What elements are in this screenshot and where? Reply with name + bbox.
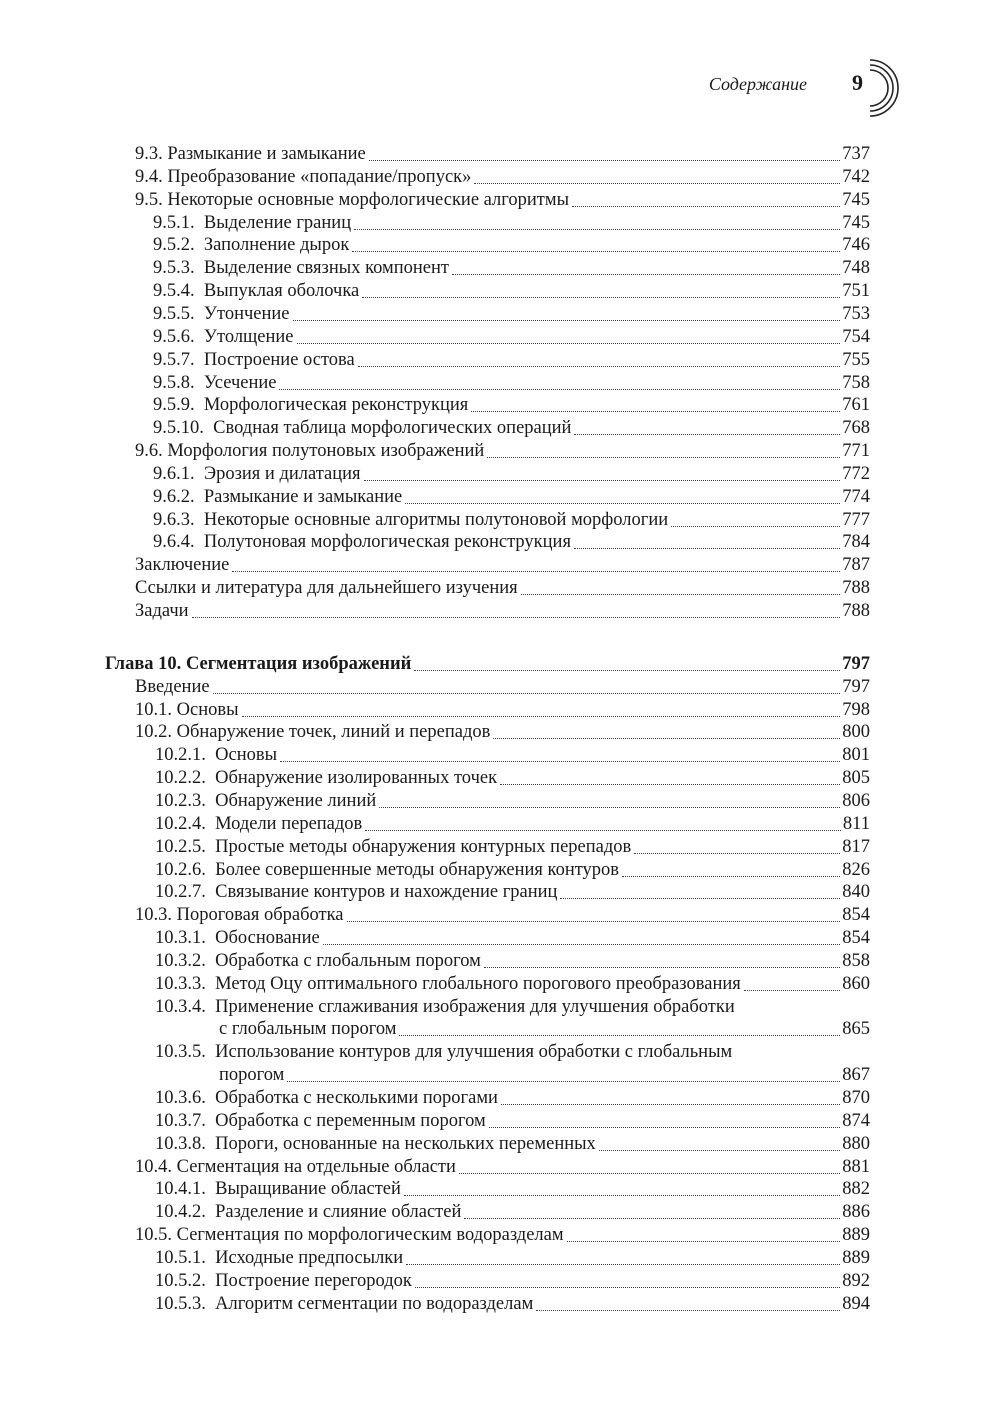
toc-entry-page: 811 — [842, 813, 870, 834]
toc-entry-page: 797 — [842, 653, 870, 674]
dot-leader — [567, 1241, 841, 1242]
toc-entry-number: 10.4.2. — [155, 1202, 206, 1223]
toc-entry-title: Пороги, основанные на нескольких переменных — [215, 1133, 596, 1154]
toc-entry-page: 865 — [842, 1019, 870, 1040]
toc-entry — [153, 303, 870, 326]
toc-entry — [155, 950, 870, 973]
toc-entry-number: 10.5.2. — [155, 1270, 206, 1291]
dot-leader — [358, 366, 840, 367]
toc-entry — [135, 166, 870, 189]
toc-entry-page: 777 — [842, 509, 870, 530]
toc-entry-page: 886 — [842, 1202, 870, 1223]
dot-leader — [484, 967, 840, 968]
dot-leader — [354, 229, 840, 230]
toc-entry-title: Простые методы обнаружения контурных перепадов — [215, 836, 632, 857]
toc-entry-number: 9.5. — [135, 189, 163, 210]
toc-entry-number: 9.5.2. — [153, 235, 195, 256]
dot-leader — [352, 251, 840, 252]
toc-entry-title: Некоторые основные морфологические алгоритмы — [167, 189, 570, 210]
toc-entry-page: 755 — [842, 349, 870, 370]
toc-entry — [135, 189, 870, 212]
toc-entry-page: 881 — [842, 1156, 870, 1177]
dot-leader — [364, 480, 841, 481]
toc-entry-page: 788 — [842, 601, 870, 621]
dot-leader — [599, 1150, 840, 1151]
dot-leader — [474, 183, 840, 184]
toc-entry — [155, 744, 870, 767]
toc-entry-page: 797 — [842, 676, 870, 697]
toc-entry-title: Введение — [135, 676, 210, 697]
toc-entry-number: 9.5.3. — [153, 258, 195, 279]
toc-entry-number: 10.1. — [135, 699, 172, 720]
toc-entry — [135, 676, 870, 699]
toc-entry-number: 10.3.3. — [155, 973, 206, 994]
toc-entry — [153, 531, 870, 554]
toc-entry-number: 9.5.9. — [153, 395, 195, 416]
toc-entry — [155, 859, 870, 882]
toc-entry — [153, 394, 870, 417]
dot-leader — [297, 343, 841, 344]
toc-entry-number: 10.3.7. — [155, 1110, 206, 1131]
toc-entry-number: 9.6.3. — [153, 509, 195, 530]
dot-leader — [242, 716, 841, 717]
toc-entry — [155, 1133, 870, 1156]
toc-entry-number: 9.3. — [135, 144, 163, 164]
dot-leader — [744, 990, 840, 991]
page-number-arcs-icon — [840, 56, 900, 120]
dot-leader — [459, 1173, 840, 1174]
toc-entry — [155, 881, 870, 904]
toc-entry-number: 10.3. — [135, 905, 172, 926]
dot-leader — [232, 571, 840, 572]
toc-entry — [135, 143, 870, 166]
page-number: 9 — [852, 70, 863, 95]
toc-entry — [155, 1247, 870, 1270]
toc-entry — [135, 600, 870, 623]
toc-entry-title: Сегментация изображений — [185, 653, 412, 674]
toc-entry-page: 894 — [842, 1293, 870, 1314]
toc-entry — [135, 699, 870, 722]
toc-entry-page: 761 — [842, 395, 870, 416]
toc-entry-page: 858 — [842, 950, 870, 971]
toc-entry-title: Построение остова — [203, 349, 355, 370]
toc-entry-page: 751 — [842, 281, 870, 302]
toc-entry-page: 754 — [842, 326, 870, 347]
toc-entry-title: Эрозия и дилатация — [203, 463, 361, 484]
toc-entry-page: 817 — [842, 836, 870, 857]
toc-entry-title: Построение перегородок — [215, 1270, 412, 1291]
dot-leader — [414, 670, 840, 671]
toc-entry-number: 9.5.4. — [153, 281, 195, 302]
toc-entry — [155, 1041, 870, 1064]
toc-entry-page: 787 — [842, 555, 870, 576]
dot-leader — [671, 526, 840, 527]
toc-entry-number: 10.5. — [135, 1225, 172, 1246]
toc-entry-title: Основы — [215, 745, 278, 766]
toc-entry-title: Разделение и слияние областей — [215, 1202, 462, 1223]
toc-entry — [155, 813, 870, 836]
dot-leader — [521, 594, 841, 595]
dot-leader — [280, 761, 840, 762]
toc-entry — [135, 577, 870, 600]
toc-entry — [153, 463, 870, 486]
header-title: Содержание — [708, 74, 807, 94]
toc-entry-page: 774 — [842, 486, 870, 507]
running-header — [0, 70, 1000, 110]
toc-entry — [135, 721, 870, 744]
dot-leader — [487, 457, 840, 458]
toc-entry — [155, 1087, 870, 1110]
toc-entry-number: 9.4. — [135, 166, 163, 187]
toc-entry-number: 10.3.1. — [155, 928, 206, 949]
toc-entry — [155, 1201, 870, 1224]
toc-entry-number: 10.3.2. — [155, 950, 206, 971]
toc-entry-number: 9.6. — [135, 441, 163, 462]
toc-entry-page: 746 — [842, 235, 870, 256]
toc-entry-page: 745 — [842, 212, 870, 233]
toc-entry-title: Обнаружение изолированных точек — [215, 768, 498, 789]
toc-entry-title: Метод Оцу оптимального глобального порогового преобразования — [215, 973, 741, 994]
toc-entry-number: 10.2.7. — [155, 882, 206, 903]
toc-entry-page: 826 — [842, 859, 870, 880]
toc-entry-page: 753 — [842, 303, 870, 324]
toc-entry-title: порогом — [219, 1065, 285, 1086]
toc-entry-title: Преобразование «попадание/пропуск» — [167, 166, 472, 187]
toc-entry-title: Полутоновая морфологическая реконструкция — [203, 532, 571, 553]
dot-leader — [406, 1264, 840, 1265]
dot-leader — [536, 1310, 840, 1311]
toc-entry-page: 805 — [842, 768, 870, 789]
toc-entry-page: 742 — [842, 166, 870, 187]
toc-entry-page: 806 — [842, 790, 870, 811]
toc-entry-title: Алгоритм сегментации по водоразделам — [215, 1293, 534, 1314]
toc-entry — [155, 1064, 870, 1087]
toc-entry-number: Глава 10. — [105, 653, 182, 674]
toc-entry-page: 784 — [842, 532, 870, 553]
toc-entry-page: 870 — [842, 1088, 870, 1108]
toc-entry-title: Основы — [176, 699, 239, 720]
dot-leader — [574, 434, 840, 435]
toc-entry-title: Пороговая обработка — [176, 905, 344, 926]
dot-leader — [323, 944, 841, 945]
toc-entry-number: 9.5.7. — [153, 349, 195, 370]
dot-leader — [279, 389, 840, 390]
dot-leader — [362, 297, 840, 298]
toc-entry-page: 882 — [842, 1179, 870, 1200]
toc-entry — [135, 1156, 870, 1179]
toc-entry — [155, 790, 870, 813]
dot-leader — [415, 1287, 840, 1288]
toc-entry-page: 788 — [842, 578, 870, 599]
toc-entry-page: 800 — [842, 722, 870, 743]
toc-entry — [155, 836, 870, 859]
toc-entry-title: Утончение — [203, 303, 290, 324]
dot-leader — [347, 921, 841, 922]
toc-entry-title: Утолщение — [203, 326, 294, 347]
toc-entry — [153, 349, 870, 372]
toc-entry — [153, 509, 870, 532]
toc-entry — [135, 1224, 870, 1247]
toc-entry-title: Модели перепадов — [215, 813, 363, 834]
toc-entry-title: Сводная таблица морфологических операций — [213, 418, 572, 439]
toc-entry-page: 889 — [842, 1225, 870, 1246]
dot-leader — [365, 830, 841, 831]
toc-entry-title: Морфология полутоновых изображений — [167, 441, 485, 462]
toc-entry-number: 10.2.2. — [155, 768, 206, 789]
dot-leader — [464, 1218, 840, 1219]
toc-entry-title: Обработка с несколькими порогами — [215, 1088, 498, 1108]
toc-entry — [155, 973, 870, 996]
dot-leader — [574, 548, 840, 549]
toc-entry-title: Усечение — [203, 372, 277, 393]
toc-entry-title: Обработка с переменным порогом — [215, 1110, 486, 1131]
toc-entry — [135, 440, 870, 463]
toc-entry-number: 10.3.5. — [155, 1042, 206, 1063]
toc-entry-title: Заключение — [135, 555, 230, 576]
toc-entry-title: Использование контуров для улучшения обработки с глобальным — [215, 1042, 733, 1063]
toc-entry-title: Сегментация по морфологическим водоразделам — [176, 1225, 564, 1246]
toc-entry-number: 9.5.5. — [153, 303, 195, 324]
toc-entry — [135, 904, 870, 927]
toc-entry-page: 768 — [842, 418, 870, 439]
toc-entry — [153, 280, 870, 303]
toc-entry-title: Размыкание и замыкание — [167, 144, 366, 164]
toc-entry-title: Обработка с глобальным порогом — [215, 950, 481, 971]
toc-entry-page: 745 — [842, 189, 870, 210]
toc-entry-title: Выращивание областей — [215, 1179, 401, 1200]
toc-entry-page: 840 — [842, 882, 870, 903]
toc-entry-number: 10.4.1. — [155, 1179, 206, 1200]
toc-entry-title: Применение сглаживания изображения для улучшения обработки — [215, 996, 735, 1017]
toc-entry — [155, 1110, 870, 1133]
dot-leader — [287, 1081, 840, 1082]
toc-entry — [153, 372, 870, 395]
dot-leader — [369, 160, 841, 161]
dot-leader — [405, 503, 840, 504]
toc-entry — [105, 653, 870, 676]
dot-leader — [293, 320, 841, 321]
toc-entry-number: 10.2.4. — [155, 813, 206, 834]
dot-leader — [379, 807, 840, 808]
toc-entry-number: 10.2. — [135, 722, 172, 743]
dot-leader — [572, 206, 840, 207]
toc-entry-title: Задачи — [135, 601, 189, 621]
dot-leader — [560, 898, 840, 899]
toc-entry-number: 10.5.1. — [155, 1247, 206, 1268]
toc-entry-title: Некоторые основные алгоритмы полутоновой морфологии — [203, 509, 669, 530]
toc-entry — [153, 417, 870, 440]
toc-entry — [135, 554, 870, 577]
toc-entry-number: 10.2.6. — [155, 859, 206, 880]
toc-entry-title: с глобальным порогом — [219, 1019, 397, 1040]
toc-entry-page: 737 — [842, 144, 870, 164]
dot-leader — [213, 693, 841, 694]
dot-leader — [501, 1104, 840, 1105]
toc-entry — [155, 1270, 870, 1293]
toc-entry-number: 9.5.1. — [153, 212, 195, 233]
toc-entry-number: 10.2.3. — [155, 790, 206, 811]
toc-entry — [153, 486, 870, 509]
toc-entry-page: 854 — [842, 928, 870, 949]
toc-entry-number: 9.5.8. — [153, 372, 195, 393]
toc-entry-title: Сегментация на отдельные области — [176, 1156, 456, 1177]
toc-entry-number: 10.3.4. — [155, 996, 206, 1017]
toc-entry-page: 892 — [842, 1270, 870, 1291]
toc-entry-title: Исходные предпосылки — [215, 1247, 404, 1268]
dot-leader — [489, 1127, 841, 1128]
toc-entry-title: Обнаружение точек, линий и перепадов — [176, 722, 491, 743]
toc-entry-number: 10.4. — [135, 1156, 172, 1177]
toc-entry — [153, 212, 870, 235]
toc-entry-page: 772 — [842, 463, 870, 484]
toc-entry-number: 9.6.1. — [153, 463, 195, 484]
toc-entry-number: 10.2.5. — [155, 836, 206, 857]
toc-entry-page: 854 — [842, 905, 870, 926]
dot-leader — [634, 853, 840, 854]
toc-entry-page: 798 — [842, 699, 870, 720]
toc-entry-page: 880 — [842, 1133, 870, 1154]
dot-leader — [192, 617, 841, 618]
dot-leader — [493, 738, 840, 739]
toc-entry-number: 9.5.10. — [153, 418, 204, 439]
toc-entry-title: Более совершенные методы обнаружения контуров — [215, 859, 620, 880]
toc-entry-title: Обоснование — [215, 928, 320, 949]
dot-leader — [500, 784, 840, 785]
toc-entry — [155, 927, 870, 950]
toc-entry-title: Выделение связных компонент — [203, 258, 449, 279]
toc-entry-page: 801 — [842, 745, 870, 766]
toc-entry-page: 860 — [842, 973, 870, 994]
toc-entry-page: 748 — [842, 258, 870, 279]
toc-entry-number: 10.3.6. — [155, 1088, 206, 1108]
toc-entry — [155, 1018, 870, 1041]
toc-entry-page: 867 — [842, 1065, 870, 1086]
dot-leader — [471, 411, 840, 412]
dot-leader — [404, 1195, 840, 1196]
toc-entry-page: 771 — [842, 441, 870, 462]
dot-leader — [399, 1035, 840, 1036]
toc-entry — [155, 1178, 870, 1201]
toc-entry-page: 889 — [842, 1247, 870, 1268]
toc-entry — [153, 257, 870, 280]
toc-entry-title: Связывание контуров и нахождение границ — [215, 882, 558, 903]
toc-entry-number: 9.6.2. — [153, 486, 195, 507]
toc-entry-number: 9.5.6. — [153, 326, 195, 347]
toc-entry-title: Заполнение дырок — [203, 235, 350, 256]
toc-entry-title: Выделение границ — [203, 212, 352, 233]
toc-entry-number: 10.5.3. — [155, 1293, 206, 1314]
toc-entry — [155, 1293, 870, 1316]
toc-entry — [155, 767, 870, 790]
toc-entry-title: Выпуклая оболочка — [203, 281, 360, 302]
toc-entry-title: Обнаружение линий — [215, 790, 377, 811]
toc-entry-page: 874 — [842, 1110, 870, 1131]
toc-entry-number: 10.2.1. — [155, 745, 206, 766]
toc-entry-title: Ссылки и литература для дальнейшего изучения — [135, 578, 518, 599]
toc-entry-page: 758 — [842, 372, 870, 393]
toc-entry — [155, 996, 870, 1019]
toc-entry — [153, 326, 870, 349]
dot-leader — [622, 876, 840, 877]
toc-entry-title: Морфологическая реконструкция — [203, 395, 469, 416]
toc-entry-title: Размыкание и замыкание — [203, 486, 403, 507]
dot-leader — [452, 274, 840, 275]
toc-entry-number: 9.6.4. — [153, 532, 195, 553]
toc-entry — [153, 234, 870, 257]
toc-entry-number: 10.3.8. — [155, 1133, 206, 1154]
